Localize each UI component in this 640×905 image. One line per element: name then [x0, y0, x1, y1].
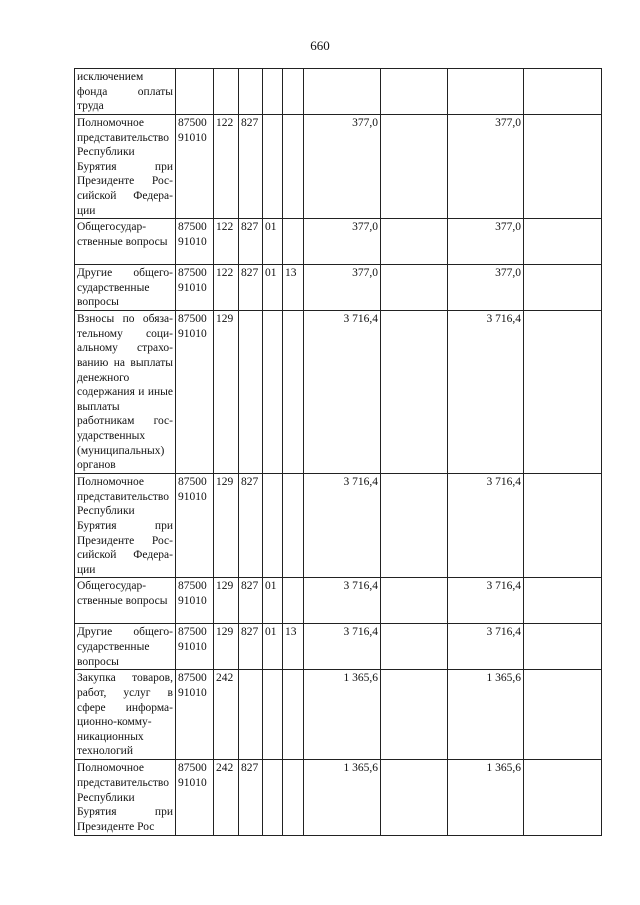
row-vr-cell: 122: [214, 265, 239, 311]
row-name-cell: Полномочное представительство Республики Бурятия при Президенте Рос: [75, 760, 176, 836]
row-rz-cell: 01: [263, 265, 283, 311]
budget-table: [74, 68, 602, 836]
row-csr-cell: 87500 91010: [176, 265, 214, 311]
table-row: [75, 624, 602, 670]
row-rz-cell: [263, 474, 283, 578]
table-row: [75, 69, 602, 115]
row-name-cell: исключением фонда оплаты труда: [75, 69, 176, 115]
table-row: [75, 760, 602, 836]
table-row: [75, 219, 602, 265]
table-body: [75, 69, 602, 836]
row-vr-cell: 129: [214, 474, 239, 578]
row-empty-cell: [524, 69, 602, 115]
row-empty-cell: [381, 265, 448, 311]
row-empty-cell: [381, 311, 448, 474]
row-csr-cell: 87500 91010: [176, 760, 214, 836]
row-csr-cell: 87500 91010: [176, 474, 214, 578]
row-vr-cell: 129: [214, 578, 239, 624]
row-amount-2025-cell: 3 716,4: [448, 311, 524, 474]
row-empty-cell: [524, 311, 602, 474]
table-row: [75, 670, 602, 760]
row-empty-cell: [524, 760, 602, 836]
row-vr-cell: [214, 69, 239, 115]
row-grbs-cell: 827: [239, 265, 263, 311]
row-name-cell: Общегосударственные вопросы: [75, 578, 176, 624]
row-grbs-cell: 827: [239, 624, 263, 670]
row-rz-cell: 01: [263, 624, 283, 670]
row-rz-cell: [263, 311, 283, 474]
row-amount-2025-cell: [448, 69, 524, 115]
row-amount-2024-cell: 377,0: [304, 265, 381, 311]
row-rz-cell: 01: [263, 578, 283, 624]
row-name-cell: Взносы по обязательному социальному страхованию на выплаты денежного содержания и иные выплаты работникам государственных (муниципальных) органов: [75, 311, 176, 474]
row-csr-cell: 87500 91010: [176, 115, 214, 219]
row-grbs-cell: 827: [239, 474, 263, 578]
row-grbs-cell: 827: [239, 578, 263, 624]
row-vr-cell: 242: [214, 760, 239, 836]
row-amount-2024-cell: 1 365,6: [304, 670, 381, 760]
row-empty-cell: [381, 69, 448, 115]
row-amount-2024-cell: 377,0: [304, 219, 381, 265]
row-name-cell: Другие общегосударственные вопросы: [75, 624, 176, 670]
row-csr-cell: 87500 91010: [176, 219, 214, 265]
row-csr-cell: 87500 91010: [176, 670, 214, 760]
row-pr-cell: [283, 578, 304, 624]
row-empty-cell: [381, 760, 448, 836]
row-empty-cell: [381, 670, 448, 760]
row-amount-2025-cell: 377,0: [448, 219, 524, 265]
row-pr-cell: 13: [283, 624, 304, 670]
row-empty-cell: [524, 624, 602, 670]
row-grbs-cell: 827: [239, 760, 263, 836]
row-grbs-cell: [239, 69, 263, 115]
row-vr-cell: 129: [214, 311, 239, 474]
row-pr-cell: [283, 474, 304, 578]
table-row: [75, 115, 602, 219]
row-amount-2024-cell: 377,0: [304, 115, 381, 219]
row-pr-cell: [283, 219, 304, 265]
table-row: [75, 474, 602, 578]
row-empty-cell: [524, 670, 602, 760]
row-csr-cell: [176, 69, 214, 115]
row-rz-cell: [263, 760, 283, 836]
row-name-cell: Закупка товаров, работ, услуг в сфере информационно-коммуникационных технологий: [75, 670, 176, 760]
row-pr-cell: 13: [283, 265, 304, 311]
row-grbs-cell: 827: [239, 219, 263, 265]
row-pr-cell: [283, 115, 304, 219]
row-amount-2025-cell: 3 716,4: [448, 474, 524, 578]
row-pr-cell: [283, 670, 304, 760]
row-empty-cell: [524, 474, 602, 578]
row-amount-2025-cell: 3 716,4: [448, 624, 524, 670]
row-empty-cell: [381, 624, 448, 670]
row-amount-2024-cell: 3 716,4: [304, 624, 381, 670]
row-amount-2025-cell: 3 716,4: [448, 578, 524, 624]
row-pr-cell: [283, 760, 304, 836]
row-amount-2024-cell: [304, 69, 381, 115]
row-empty-cell: [524, 115, 602, 219]
row-csr-cell: 87500 91010: [176, 311, 214, 474]
row-amount-2024-cell: 3 716,4: [304, 311, 381, 474]
row-rz-cell: [263, 69, 283, 115]
row-vr-cell: 122: [214, 219, 239, 265]
row-name-cell: Общегосударственные вопросы: [75, 219, 176, 265]
row-grbs-cell: [239, 670, 263, 760]
row-empty-cell: [524, 578, 602, 624]
row-csr-cell: 87500 91010: [176, 578, 214, 624]
row-empty-cell: [381, 219, 448, 265]
page-number: 660: [310, 38, 330, 53]
table-row: [75, 578, 602, 624]
row-empty-cell: [381, 578, 448, 624]
row-rz-cell: [263, 115, 283, 219]
row-rz-cell: 01: [263, 219, 283, 265]
row-rz-cell: [263, 670, 283, 760]
row-name-cell: Полномочное представительство Республики Бурятия при Президенте Российской Федерации: [75, 474, 176, 578]
row-amount-2025-cell: 1 365,6: [448, 670, 524, 760]
row-pr-cell: [283, 311, 304, 474]
row-amount-2025-cell: 377,0: [448, 265, 524, 311]
row-csr-cell: 87500 91010: [176, 624, 214, 670]
row-name-cell: Полномочное представительство Республики Бурятия при Президенте Российской Федерации: [75, 115, 176, 219]
row-grbs-cell: [239, 311, 263, 474]
row-vr-cell: 122: [214, 115, 239, 219]
table-row: [75, 311, 602, 474]
row-amount-2025-cell: 377,0: [448, 115, 524, 219]
row-vr-cell: 242: [214, 670, 239, 760]
row-amount-2025-cell: 1 365,6: [448, 760, 524, 836]
row-name-cell: Другие общегосударственные вопросы: [75, 265, 176, 311]
row-amount-2024-cell: 1 365,6: [304, 760, 381, 836]
row-empty-cell: [381, 115, 448, 219]
row-vr-cell: 129: [214, 624, 239, 670]
table-row: [75, 265, 602, 311]
row-empty-cell: [524, 219, 602, 265]
row-empty-cell: [381, 474, 448, 578]
row-grbs-cell: 827: [239, 115, 263, 219]
row-empty-cell: [524, 265, 602, 311]
row-amount-2024-cell: 3 716,4: [304, 474, 381, 578]
row-pr-cell: [283, 69, 304, 115]
row-amount-2024-cell: 3 716,4: [304, 578, 381, 624]
